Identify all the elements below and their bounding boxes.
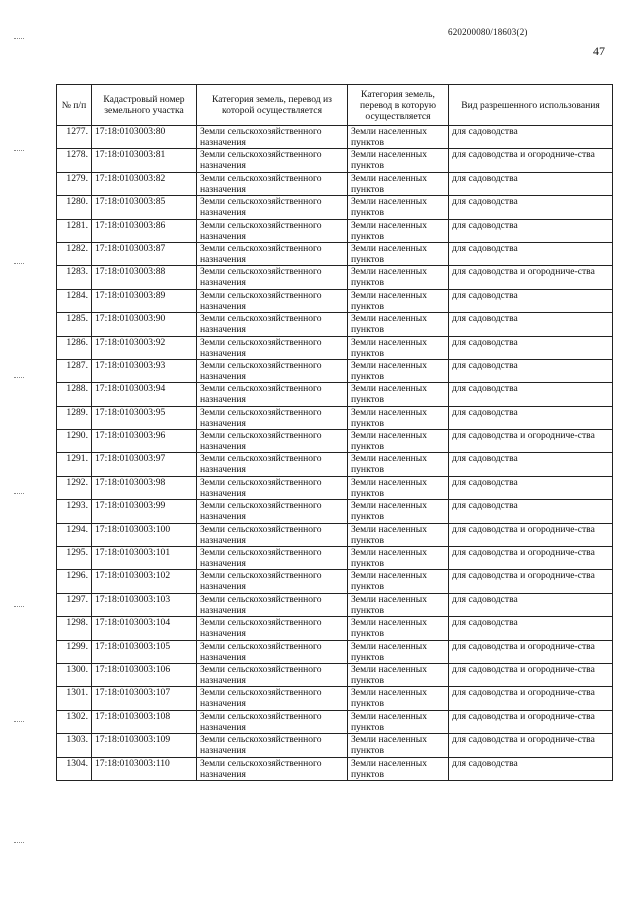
cell-category-to: Земли населенных пунктов — [348, 500, 449, 523]
cell-category-to: Земли населенных пунктов — [348, 172, 449, 195]
cell-category-to: Земли населенных пунктов — [348, 149, 449, 172]
cell-category-from: Земли сельскохозяйственного назначения — [197, 383, 348, 406]
table-row — [57, 196, 613, 219]
cell-permitted-use: для садоводства — [449, 313, 613, 336]
cell-permitted-use: для садоводства и огородниче-ства — [449, 149, 613, 172]
cell-category-to: Земли населенных пунктов — [348, 734, 449, 757]
cell-permitted-use: для садоводства — [449, 757, 613, 780]
cell-number: 1292. — [57, 476, 92, 499]
cell-number: 1280. — [57, 196, 92, 219]
cell-permitted-use: для садоводства — [449, 617, 613, 640]
cell-category-from: Земли сельскохозяйственного назначения — [197, 617, 348, 640]
cell-category-from: Земли сельскохозяйственного назначения — [197, 757, 348, 780]
cell-cadastral-number: 17:18:0103003:103 — [92, 593, 197, 616]
cell-permitted-use: для садоводства и огородниче-ства — [449, 547, 613, 570]
cell-category-from: Земли сельскохозяйственного назначения — [197, 687, 348, 710]
page-number: 47 — [593, 44, 605, 58]
margin-mark — [14, 493, 24, 497]
cell-category-to: Земли населенных пунктов — [348, 336, 449, 359]
table-row — [57, 500, 613, 523]
cell-number: 1283. — [57, 266, 92, 289]
margin-mark — [14, 150, 24, 154]
cell-category-from: Земли сельскохозяйственного назначения — [197, 126, 348, 149]
table-row — [57, 710, 613, 733]
cell-permitted-use: для садоводства и огородниче-ства — [449, 570, 613, 593]
cell-category-from: Земли сельскохозяйственного назначения — [197, 663, 348, 686]
table-row — [57, 430, 613, 453]
cell-permitted-use: для садоводства — [449, 289, 613, 312]
cell-category-from: Земли сельскохозяйственного назначения — [197, 640, 348, 663]
cell-number: 1284. — [57, 289, 92, 312]
cell-category-from: Земли сельскохозяйственного назначения — [197, 196, 348, 219]
cell-number: 1301. — [57, 687, 92, 710]
table-row — [57, 476, 613, 499]
cell-permitted-use: для садоводства — [449, 196, 613, 219]
cell-permitted-use: для садоводства — [449, 406, 613, 429]
cell-category-to: Земли населенных пунктов — [348, 523, 449, 546]
cell-permitted-use: для садоводства и огородниче-ства — [449, 710, 613, 733]
cell-number: 1300. — [57, 663, 92, 686]
cell-category-to: Земли населенных пунктов — [348, 126, 449, 149]
cell-permitted-use: для садоводства — [449, 500, 613, 523]
cell-category-to: Земли населенных пунктов — [348, 593, 449, 616]
table-row — [57, 313, 613, 336]
cell-number: 1299. — [57, 640, 92, 663]
column-header-permitted-use: Вид разрешенного использования — [449, 85, 613, 126]
cell-number: 1295. — [57, 547, 92, 570]
table-row — [57, 406, 613, 429]
cell-number: 1285. — [57, 313, 92, 336]
cell-number: 1294. — [57, 523, 92, 546]
cell-permitted-use: для садоводства и огородниче-ства — [449, 640, 613, 663]
cell-category-from: Земли сельскохозяйственного назначения — [197, 570, 348, 593]
table-row — [57, 242, 613, 265]
cell-number: 1282. — [57, 242, 92, 265]
cell-category-to: Земли населенных пунктов — [348, 476, 449, 499]
cell-number: 1303. — [57, 734, 92, 757]
cell-category-to: Земли населенных пунктов — [348, 640, 449, 663]
cell-category-from: Земли сельскохозяйственного назначения — [197, 476, 348, 499]
cell-category-from: Земли сельскохозяйственного назначения — [197, 593, 348, 616]
column-header-number: № п/п — [57, 85, 92, 126]
cell-category-from: Земли сельскохозяйственного назначения — [197, 149, 348, 172]
table-row — [57, 359, 613, 382]
cell-category-to: Земли населенных пунктов — [348, 219, 449, 242]
cell-cadastral-number: 17:18:0103003:110 — [92, 757, 197, 780]
cell-cadastral-number: 17:18:0103003:99 — [92, 500, 197, 523]
cell-permitted-use: для садоводства — [449, 219, 613, 242]
cell-cadastral-number: 17:18:0103003:92 — [92, 336, 197, 359]
cell-cadastral-number: 17:18:0103003:108 — [92, 710, 197, 733]
table-row — [57, 149, 613, 172]
margin-mark — [14, 38, 24, 42]
cell-number: 1287. — [57, 359, 92, 382]
margin-mark — [14, 377, 24, 381]
table-row — [57, 172, 613, 195]
cell-category-from: Земли сельскохозяйственного назначения — [197, 266, 348, 289]
table-row — [57, 383, 613, 406]
document-code: 620200080/18603(2) — [448, 27, 528, 37]
cell-number: 1304. — [57, 757, 92, 780]
table-row — [57, 593, 613, 616]
cell-category-from: Земли сельскохозяйственного назначения — [197, 500, 348, 523]
cell-category-from: Земли сельскохозяйственного назначения — [197, 313, 348, 336]
margin-mark — [14, 263, 24, 267]
cell-category-to: Земли населенных пунктов — [348, 313, 449, 336]
cell-number: 1290. — [57, 430, 92, 453]
table-row — [57, 219, 613, 242]
cell-permitted-use: для садоводства — [449, 593, 613, 616]
cell-category-to: Земли населенных пунктов — [348, 547, 449, 570]
cell-category-to: Земли населенных пунктов — [348, 406, 449, 429]
cell-permitted-use: для садоводства — [449, 126, 613, 149]
cell-number: 1302. — [57, 710, 92, 733]
cell-category-to: Земли населенных пунктов — [348, 289, 449, 312]
cell-cadastral-number: 17:18:0103003:97 — [92, 453, 197, 476]
table-row — [57, 547, 613, 570]
cell-category-to: Земли населенных пунктов — [348, 617, 449, 640]
cell-number: 1297. — [57, 593, 92, 616]
margin-mark — [14, 606, 24, 610]
cell-category-to: Земли населенных пунктов — [348, 383, 449, 406]
cell-category-from: Земли сельскохозяйственного назначения — [197, 172, 348, 195]
cell-category-to: Земли населенных пунктов — [348, 196, 449, 219]
cell-permitted-use: для садоводства — [449, 383, 613, 406]
table-row — [57, 570, 613, 593]
cell-number: 1291. — [57, 453, 92, 476]
table-row — [57, 687, 613, 710]
cell-cadastral-number: 17:18:0103003:81 — [92, 149, 197, 172]
table-row — [57, 734, 613, 757]
cell-permitted-use: для садоводства и огородниче-ства — [449, 266, 613, 289]
cell-category-from: Земли сельскохозяйственного назначения — [197, 242, 348, 265]
table-row — [57, 757, 613, 780]
cell-category-to: Земли населенных пунктов — [348, 453, 449, 476]
cell-cadastral-number: 17:18:0103003:106 — [92, 663, 197, 686]
cell-category-to: Земли населенных пунктов — [348, 242, 449, 265]
column-header-category-to: Категория земель, перевод в которую осуществляется — [348, 85, 449, 126]
cell-category-to: Земли населенных пунктов — [348, 430, 449, 453]
cell-permitted-use: для садоводства и огородниче-ства — [449, 430, 613, 453]
cell-category-from: Земли сельскохозяйственного назначения — [197, 430, 348, 453]
cell-cadastral-number: 17:18:0103003:90 — [92, 313, 197, 336]
cell-cadastral-number: 17:18:0103003:98 — [92, 476, 197, 499]
cell-category-to: Земли населенных пунктов — [348, 359, 449, 382]
cell-cadastral-number: 17:18:0103003:82 — [92, 172, 197, 195]
cell-cadastral-number: 17:18:0103003:96 — [92, 430, 197, 453]
cell-category-from: Земли сельскохозяйственного назначения — [197, 359, 348, 382]
cell-number: 1286. — [57, 336, 92, 359]
cell-permitted-use: для садоводства и огородниче-ства — [449, 663, 613, 686]
cell-cadastral-number: 17:18:0103003:89 — [92, 289, 197, 312]
cell-cadastral-number: 17:18:0103003:94 — [92, 383, 197, 406]
cell-category-from: Земли сельскохозяйственного назначения — [197, 289, 348, 312]
cell-category-from: Земли сельскохозяйственного назначения — [197, 710, 348, 733]
cell-cadastral-number: 17:18:0103003:109 — [92, 734, 197, 757]
cell-cadastral-number: 17:18:0103003:101 — [92, 547, 197, 570]
cell-category-from: Земли сельскохозяйственного назначения — [197, 523, 348, 546]
cell-cadastral-number: 17:18:0103003:105 — [92, 640, 197, 663]
cell-number: 1289. — [57, 406, 92, 429]
cell-category-to: Земли населенных пунктов — [348, 757, 449, 780]
cell-cadastral-number: 17:18:0103003:100 — [92, 523, 197, 546]
cell-cadastral-number: 17:18:0103003:107 — [92, 687, 197, 710]
table-header-row — [57, 85, 613, 126]
table-body — [57, 126, 613, 781]
cell-category-from: Земли сельскохозяйственного назначения — [197, 219, 348, 242]
cell-permitted-use: для садоводства — [449, 242, 613, 265]
cell-number: 1278. — [57, 149, 92, 172]
margin-mark — [14, 842, 24, 846]
cell-permitted-use: для садоводства и огородниче-ства — [449, 687, 613, 710]
cell-number: 1281. — [57, 219, 92, 242]
cell-number: 1293. — [57, 500, 92, 523]
cell-category-to: Земли населенных пунктов — [348, 570, 449, 593]
cell-number: 1296. — [57, 570, 92, 593]
cell-cadastral-number: 17:18:0103003:85 — [92, 196, 197, 219]
cell-permitted-use: для садоводства — [449, 453, 613, 476]
cell-cadastral-number: 17:18:0103003:104 — [92, 617, 197, 640]
table-row — [57, 617, 613, 640]
land-registry-table — [56, 84, 613, 781]
margin-mark — [14, 721, 24, 725]
table-row — [57, 266, 613, 289]
table-row — [57, 336, 613, 359]
cell-cadastral-number: 17:18:0103003:93 — [92, 359, 197, 382]
cell-cadastral-number: 17:18:0103003:102 — [92, 570, 197, 593]
cell-number: 1298. — [57, 617, 92, 640]
cell-category-from: Земли сельскохозяйственного назначения — [197, 547, 348, 570]
table-row — [57, 453, 613, 476]
column-header-category-from: Категория земель, перевод из которой осуществляется — [197, 85, 348, 126]
cell-category-to: Земли населенных пунктов — [348, 687, 449, 710]
cell-cadastral-number: 17:18:0103003:95 — [92, 406, 197, 429]
cell-number: 1279. — [57, 172, 92, 195]
cell-category-from: Земли сельскохозяйственного назначения — [197, 453, 348, 476]
cell-category-to: Земли населенных пунктов — [348, 266, 449, 289]
cell-permitted-use: для садоводства и огородниче-ства — [449, 734, 613, 757]
table-row — [57, 640, 613, 663]
cell-cadastral-number: 17:18:0103003:87 — [92, 242, 197, 265]
table-row — [57, 289, 613, 312]
cell-cadastral-number: 17:18:0103003:88 — [92, 266, 197, 289]
cell-category-from: Земли сельскохозяйственного назначения — [197, 336, 348, 359]
cell-category-from: Земли сельскохозяйственного назначения — [197, 406, 348, 429]
cell-category-from: Земли сельскохозяйственного назначения — [197, 734, 348, 757]
cell-number: 1277. — [57, 126, 92, 149]
table-row — [57, 523, 613, 546]
cell-cadastral-number: 17:18:0103003:86 — [92, 219, 197, 242]
table-row — [57, 663, 613, 686]
cell-permitted-use: для садоводства — [449, 172, 613, 195]
column-header-cadastral: Кадастровый номер земельного участка — [92, 85, 197, 126]
cell-permitted-use: для садоводства и огородниче-ства — [449, 523, 613, 546]
cell-category-to: Земли населенных пунктов — [348, 710, 449, 733]
cell-permitted-use: для садоводства — [449, 336, 613, 359]
table-row — [57, 126, 613, 149]
cell-permitted-use: для садоводства — [449, 359, 613, 382]
cell-cadastral-number: 17:18:0103003:80 — [92, 126, 197, 149]
cell-number: 1288. — [57, 383, 92, 406]
cell-permitted-use: для садоводства — [449, 476, 613, 499]
cell-category-to: Земли населенных пунктов — [348, 663, 449, 686]
